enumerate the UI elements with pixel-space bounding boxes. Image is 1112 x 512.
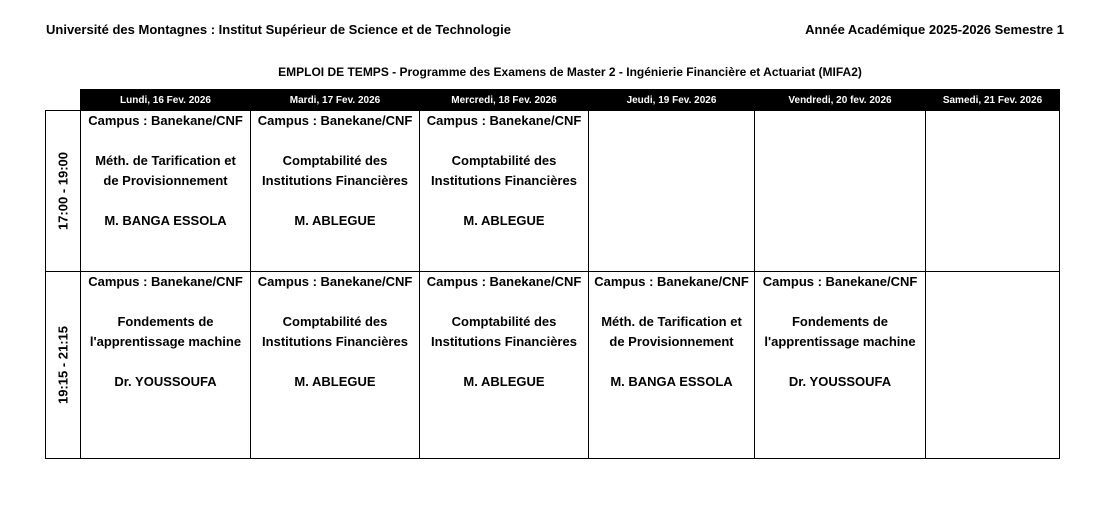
course-name: Comptabilité des Institutions Financières: [262, 314, 408, 349]
exam-cell: [81, 272, 251, 459]
course-name: Méth. de Tarification et de Provisionnement: [95, 153, 236, 188]
course-name: Fondements de l'apprentissage machine: [764, 314, 916, 349]
course-name: Comptabilité des Institutions Financières: [262, 153, 408, 188]
teacher-name: M. ABLEGUE: [463, 374, 545, 389]
time-cell: [46, 272, 81, 459]
time-cell: [46, 111, 81, 272]
exam-cell: [81, 111, 251, 272]
campus-label: Campus : Banekane/CNF: [762, 274, 918, 289]
empty-cell: [589, 111, 755, 272]
time-slot-row: [46, 111, 1060, 272]
day-header: Jeudi, 19 Fev. 2026: [589, 90, 755, 111]
teacher-name: Dr. YOUSSOUFA: [788, 374, 892, 389]
empty-cell: [755, 111, 926, 272]
day-header: Samedi, 21 Fev. 2026: [926, 90, 1060, 111]
course-name: Comptabilité des Institutions Financières: [431, 314, 577, 349]
empty-cell: [926, 111, 1060, 272]
academic-year: Année Académique 2025-2026 Semestre 1: [805, 22, 1064, 37]
time-slot-row: [46, 272, 1060, 459]
teacher-name: M. BANGA ESSOLA: [104, 213, 227, 228]
campus-label: Campus : Banekane/CNF: [88, 113, 243, 128]
campus-label: Campus : Banekane/CNF: [257, 274, 413, 289]
teacher-name: M. ABLEGUE: [294, 374, 376, 389]
exam-cell: [251, 272, 420, 459]
schedule-title: EMPLOI DE TEMPS - Programme des Examens de Master 2 - Ingénierie Financière et Actuariat (MIFA2): [278, 65, 862, 79]
day-header: Lundi, 16 Fev. 2026: [81, 90, 251, 111]
day-header: Mercredi, 18 Fev. 2026: [420, 90, 589, 111]
exam-timetable: [45, 89, 1060, 459]
empty-cell: [926, 272, 1060, 459]
day-header: Vendredi, 20 fev. 2026: [755, 90, 926, 111]
campus-label: Campus : Banekane/CNF: [257, 113, 413, 128]
institution-name: Université des Montagnes : Institut Supérieur de Science et de Technologie: [46, 22, 511, 37]
exam-cell: [755, 272, 926, 459]
campus-label: Campus : Banekane/CNF: [426, 113, 582, 128]
exam-cell: [589, 272, 755, 459]
campus-label: Campus : Banekane/CNF: [88, 274, 243, 289]
course-name: Fondements de l'apprentissage machine: [89, 314, 242, 349]
exam-cell: [420, 272, 589, 459]
teacher-name: M. ABLEGUE: [294, 213, 376, 228]
corner-cell: [46, 90, 81, 111]
exam-cell: [251, 111, 420, 272]
time-label: 19:15 - 21:15: [55, 325, 71, 405]
day-header: Mardi, 17 Fev. 2026: [251, 90, 420, 111]
campus-label: Campus : Banekane/CNF: [594, 274, 749, 289]
exam-cell: [420, 111, 589, 272]
teacher-name: Dr. YOUSSOUFA: [114, 374, 217, 389]
campus-label: Campus : Banekane/CNF: [426, 274, 582, 289]
course-name: Comptabilité des Institutions Financières: [431, 153, 577, 188]
teacher-name: M. BANGA ESSOLA: [610, 374, 733, 389]
day-header-row: [46, 90, 1060, 111]
teacher-name: M. ABLEGUE: [463, 213, 545, 228]
course-name: Méth. de Tarification et de Provisionnement: [601, 314, 742, 349]
time-label: 17:00 - 19:00: [55, 151, 71, 231]
